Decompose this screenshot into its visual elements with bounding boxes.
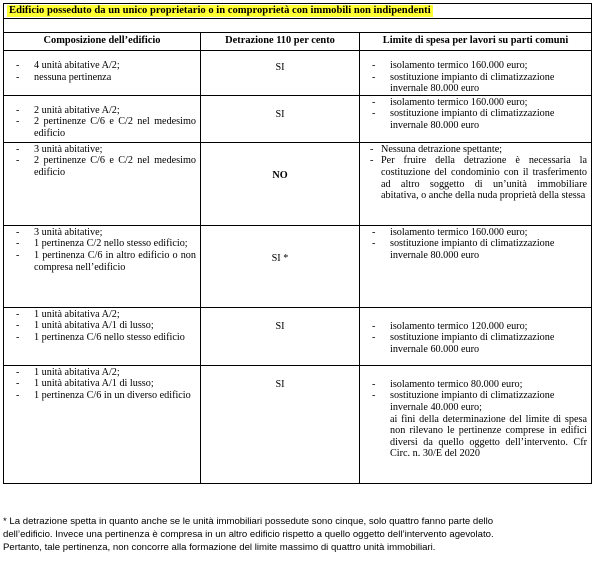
- limits-cell: [360, 365, 592, 483]
- limits-cell: [360, 95, 592, 142]
- list-item: - 1 pertinenza C/2 nello stesso edificio;: [4, 238, 196, 250]
- limits-cell: [360, 225, 592, 307]
- table-row: [4, 51, 592, 96]
- deduction-cell: NO: [201, 142, 360, 225]
- deduction-table: [3, 3, 592, 484]
- deduction-cell: SI *: [201, 225, 360, 307]
- table-row: [4, 307, 592, 365]
- list-item: - isolamento termico 160.000 euro;: [360, 97, 587, 109]
- table-row: [4, 95, 592, 142]
- header-composition: Composizione dell’edificio: [4, 33, 201, 51]
- list-item: - 1 pertinenza C/6 nello stesso edificio: [4, 332, 196, 344]
- limits-cell: [360, 142, 592, 225]
- composition-cell: [4, 51, 201, 96]
- list-item: - 4 unità abitative A/2;: [4, 60, 196, 72]
- deduction-cell: SI: [201, 365, 360, 483]
- composition-cell: [4, 95, 201, 142]
- composition-cell: [4, 225, 201, 307]
- limits-cell: [360, 51, 592, 96]
- composition-cell: [4, 307, 201, 365]
- document-page: [3, 3, 591, 484]
- composition-cell: [4, 365, 201, 483]
- list-item: - isolamento termico 80.000 euro;: [360, 379, 587, 391]
- list-item: - isolamento termico 160.000 euro;: [360, 227, 587, 239]
- deduction-cell: SI: [201, 95, 360, 142]
- list-item: - Nessuna detrazione spettante;: [360, 144, 587, 156]
- list-item: - 3 unità abitative;: [4, 227, 196, 239]
- list-item: - sostituzione impianto di climatizzazione invernale 80.000 euro: [360, 108, 587, 131]
- list-item: - 3 unità abitative;: [4, 144, 196, 156]
- header-limits: Limite di spesa per lavori su parti comuni: [360, 33, 592, 51]
- list-item: - isolamento termico 160.000 euro;: [360, 60, 587, 72]
- list-item: - 1 pertinenza C/6 in un diverso edificio: [4, 390, 196, 402]
- list-item: - 2 pertinenze C/6 e C/2 nel medesimo edificio: [4, 116, 196, 139]
- footnote: [3, 515, 591, 554]
- list-item: - 1 pertinenza C/6 in altro edificio o non compresa nell’edificio: [4, 250, 196, 273]
- title-row: [4, 4, 592, 19]
- table-row: [4, 225, 592, 307]
- deduction-cell: SI: [201, 51, 360, 96]
- list-item: - 1 unità abitativa A/2;: [4, 309, 196, 321]
- table-row: [4, 142, 592, 225]
- footnote-line: Pertanto, tale pertinenza, non concorre alla formazione del limite massimo di quattro unità immobiliari.: [3, 542, 436, 553]
- footnote-line: dell’edificio. Invece una pertinenza è compresa in un altro edificio rispetto a quello oggetto dell’intervento agevolato.: [3, 529, 494, 540]
- table-title: Edificio posseduto da un unico proprietario o in comproprietà con immobili non indipendenti: [9, 5, 431, 16]
- list-item: - sostituzione impianto di climatizzazione invernale 40.000 euro;: [360, 390, 587, 413]
- limits-cell: [360, 307, 592, 365]
- header-row: [4, 33, 592, 51]
- composition-cell: [4, 142, 201, 225]
- list-item: - sostituzione impianto di climatizzazione invernale 80.000 euro: [360, 238, 587, 261]
- limits-note: ai fini della determinazione del limite di spesa non rilevano le pertinenze comprese in edifici diversi da quello oggetto dell’intervento. Cfr Circ. n. 30/E del 2020: [390, 413, 587, 460]
- list-item: - sostituzione impianto di climatizzazione invernale 60.000 euro: [360, 332, 587, 355]
- table-row: [4, 365, 592, 483]
- list-item: - isolamento termico 120.000 euro;: [360, 321, 587, 333]
- deduction-cell: SI: [201, 307, 360, 365]
- footnote-line: * La detrazione spetta in quanto anche se le unità immobiliari possedute sono cinque, solo quattro fanno parte dello: [3, 516, 494, 527]
- list-item: - nessuna pertinenza: [4, 72, 196, 84]
- list-item: - 1 unità abitativa A/1 di lusso;: [4, 378, 196, 390]
- list-item: - 2 unità abitative A/2;: [4, 105, 196, 117]
- list-item: - 1 unità abitativa A/1 di lusso;: [4, 320, 196, 332]
- list-item: - 2 pertinenze C/6 e C/2 nel medesimo edificio: [4, 155, 196, 178]
- list-item: - 1 unità abitativa A/2;: [4, 367, 196, 379]
- list-item: - Per fruire della detrazione è necessaria la costituzione del condominio con il trasferimento ad altro soggetto di un’unità immobiliare abitativa, o anche della nuda proprietà della stessa: [360, 155, 587, 201]
- list-item: - sostituzione impianto di climatizzazione invernale 80.000 euro: [360, 72, 587, 95]
- spacer-row: [4, 19, 592, 33]
- header-deduction: Detrazione 110 per cento: [201, 33, 360, 51]
